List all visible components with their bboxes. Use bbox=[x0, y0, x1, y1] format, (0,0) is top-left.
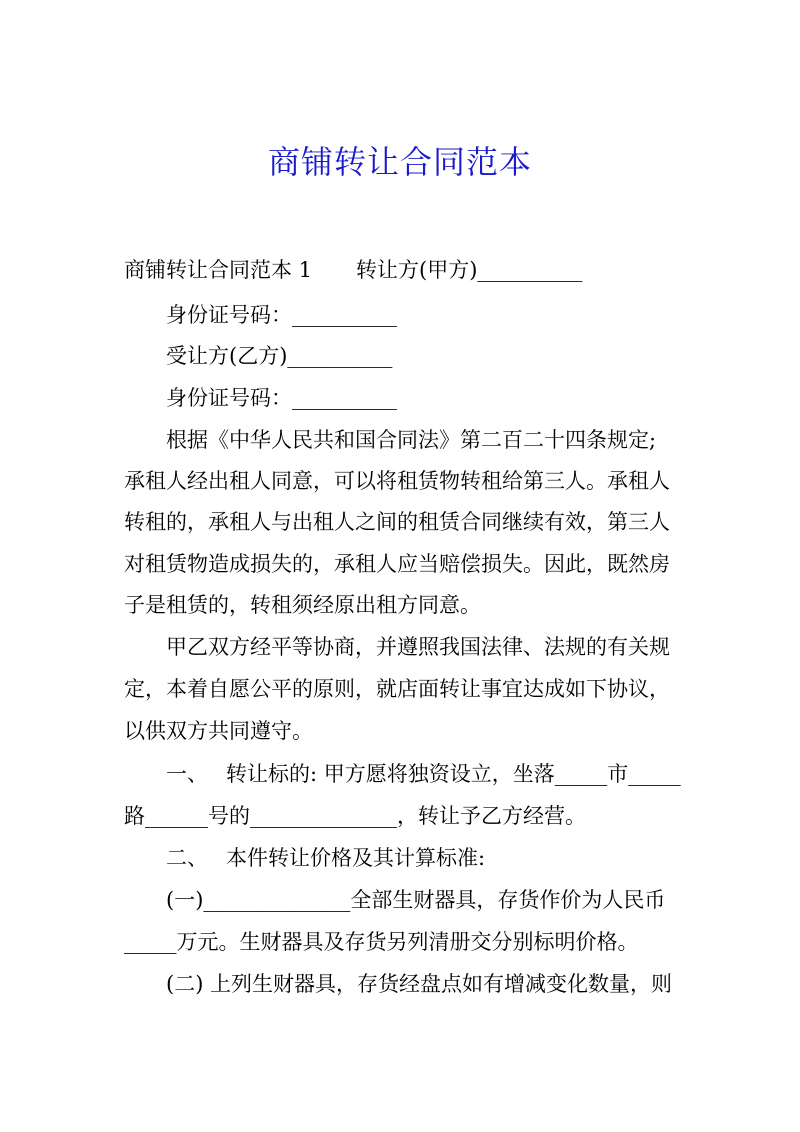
paragraph-1-line: 根据《中华人民共和国合同法》第二百二十四条规定; bbox=[166, 428, 657, 452]
paragraph-2-line: 甲乙双方经平等协商，并遵照我国法律、法规的有关规 bbox=[166, 635, 670, 659]
id-number-line-a: 身份证号码：__________ bbox=[166, 303, 397, 327]
paragraph-1-line: 对租赁物造成损失的，承租人应当赔偿损失。因此，既然房 bbox=[124, 552, 670, 576]
sub-clause-1-continuation: _____万元。生财器具及存货另列清册交分别标明价格。 bbox=[124, 930, 639, 954]
paragraph-1-line: 转租的，承租人与出租人之间的租赁合同继续有效，第三人 bbox=[124, 510, 670, 534]
paragraph-1-line: 承租人经出租人同意，可以将租赁物转租给第三人。承租人 bbox=[124, 469, 670, 493]
paragraph-2-line: 以供双方共同遵守。 bbox=[124, 719, 313, 743]
clause-1-number: 一、 bbox=[166, 762, 208, 786]
sub-clause-1: (一)______________全部生财器具，存货作价为人民币 bbox=[166, 888, 666, 912]
clause-2-number: 二、 bbox=[166, 846, 208, 870]
paragraph-1-line: 子是租赁的，转租须经原出租方同意。 bbox=[124, 593, 481, 617]
document-title: 商铺转让合同范本 bbox=[267, 143, 532, 181]
clause-1-line bbox=[0, 759, 800, 789]
sub-clause-2: (二) 上列生财器具，存货经盘点如有增减变化数量，则 bbox=[166, 972, 673, 996]
heading-line bbox=[0, 255, 800, 285]
id-number-line-b: 身份证号码：__________ bbox=[166, 386, 397, 410]
clause-1-continuation: 路______号的______________，转让予乙方经营。 bbox=[124, 804, 586, 828]
clause-1-text: 转让标的: 甲方愿将独资设立，坐落_____市_____ bbox=[226, 762, 681, 786]
transferor-field: 转让方(甲方)__________ bbox=[356, 258, 583, 282]
contract-lead: 商铺转让合同范本 1 bbox=[124, 258, 313, 282]
paragraph-2-line: 定，本着自愿公平的原则，就店面转让事宜达成如下协议， bbox=[124, 677, 670, 701]
clause-2-line bbox=[0, 843, 800, 873]
clause-2-text: 本件转让价格及其计算标准: bbox=[226, 846, 486, 870]
transferee-line: 受让方(乙方)__________ bbox=[166, 344, 393, 368]
